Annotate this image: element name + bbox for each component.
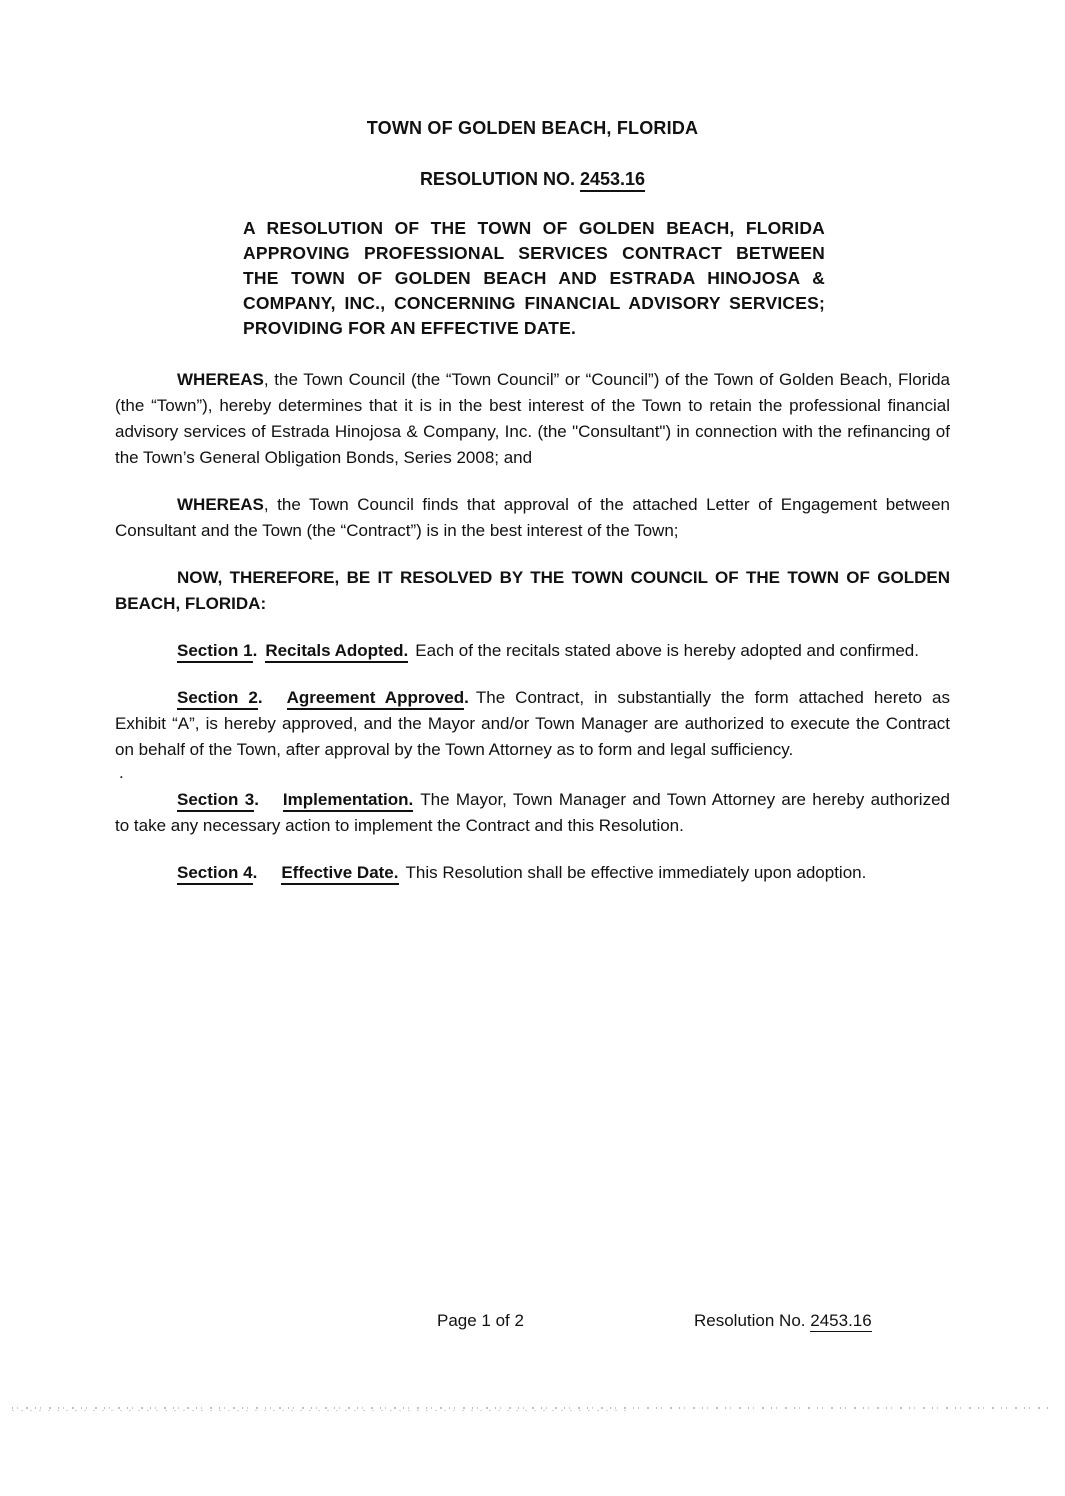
section-1-body: Each of the recitals stated above is hereby adopted and confirmed.	[415, 641, 919, 660]
footer-resolution-number: 2453.16	[810, 1311, 872, 1330]
section-1-title: Recitals Adopted.	[265, 641, 408, 663]
section-4-label: Section 4	[177, 863, 253, 885]
section-3-body: The Mayor, Town Manager and Town Attorney are hereby authorized to take any necessary action to implement the Contract and this Resolution.	[115, 790, 950, 835]
section-4: Section 4. Effective Date. This Resolution shall be effective immediately upon adoption.	[115, 860, 950, 886]
section-4-body: This Resolution shall be effective immediately upon adoption.	[405, 863, 867, 882]
resolution-label: RESOLUTION NO.	[419, 169, 575, 189]
resolution-number-line	[115, 169, 950, 190]
scan-artifact-line	[12, 1407, 1052, 1409]
footer-resolution-reference: Resolution No. 2453.16	[694, 1311, 872, 1330]
resolved-clause: NOW, THEREFORE, BE IT RESOLVED BY THE TOWN COUNCIL OF THE TOWN OF GOLDEN BEACH, FLORIDA:	[115, 568, 950, 613]
whereas-lead: WHEREAS	[177, 370, 264, 389]
section-3-title: Implementation.	[283, 790, 413, 812]
section-2-label: Section 2	[177, 688, 258, 710]
scan-artifact-line-secondary	[12, 1410, 632, 1411]
whereas-paragraph-1	[115, 367, 950, 471]
document-title: TOWN OF GOLDEN BEACH, FLORIDA	[366, 118, 699, 138]
section-1: Section 1. Recitals Adopted. Each of the recitals stated above is hereby adopted and confirmed.	[115, 638, 950, 664]
page-number: Page 1 of 2	[437, 1311, 524, 1330]
stray-period-mark: .	[119, 763, 124, 782]
section-2-body: The Contract, in substantially the form attached hereto as Exhibit “A”, is hereby approved, and the Mayor and/or Town Manager are authorized to execute the Contract on behalf of the Town, after approval by the Town Attorney as to form and legal sufficiency.	[115, 688, 951, 759]
resolution-number: 2453.16	[580, 169, 645, 192]
section-1-label: Section 1	[177, 641, 253, 663]
whereas-text: , the Town Council (the “Town Council” or “Council”) of the Town of Golden Beach, Florida (the “Town”), hereby determines that it is in the best interest of the Town to retain the professional financial advisory services of Estrada Hinojosa & Company, Inc. (the "Consultant") in connection with the refinancing of the Town’s General Obligation Bonds, Series 2008; and	[115, 370, 950, 467]
section-3: Section 3. Implementation. The Mayor, Town Manager and Town Attorney are hereby authorized to take any necessary action to implement the Contract and this Resolution.	[115, 790, 950, 835]
whereas-paragraph-2	[115, 492, 950, 544]
whereas-lead: WHEREAS	[177, 495, 264, 514]
section-2-title: Agreement Approved	[287, 688, 465, 710]
section-2: Section 2. Agreement Approved. The Contract, in substantially the form attached hereto as Exhibit “A”, is hereby approved, and the Mayor and/or Town Manager are authorized to execute the Contract on behalf of the Town, after approval by the Town Attorney as to form and legal sufficiency.	[115, 688, 951, 759]
resolution-heading: A RESOLUTION OF THE TOWN OF GOLDEN BEACH, FLORIDA APPROVING PROFESSIONAL SERVICES CONTRACT BETWEEN THE TOWN OF GOLDEN BEACH AND ESTRADA HINOJOSA & COMPANY, INC., CONCERNING FINANCIAL ADVISORY SERVICES; PROVIDING FOR AN EFFECTIVE DATE.	[243, 218, 825, 338]
whereas-text: , the Town Council finds that approval of the attached Letter of Engagement between Consultant and the Town (the “Contract”) is in the best interest of the Town;	[115, 495, 950, 540]
section-3-label: Section 3	[177, 790, 254, 812]
section-4-title: Effective Date.	[281, 863, 398, 885]
